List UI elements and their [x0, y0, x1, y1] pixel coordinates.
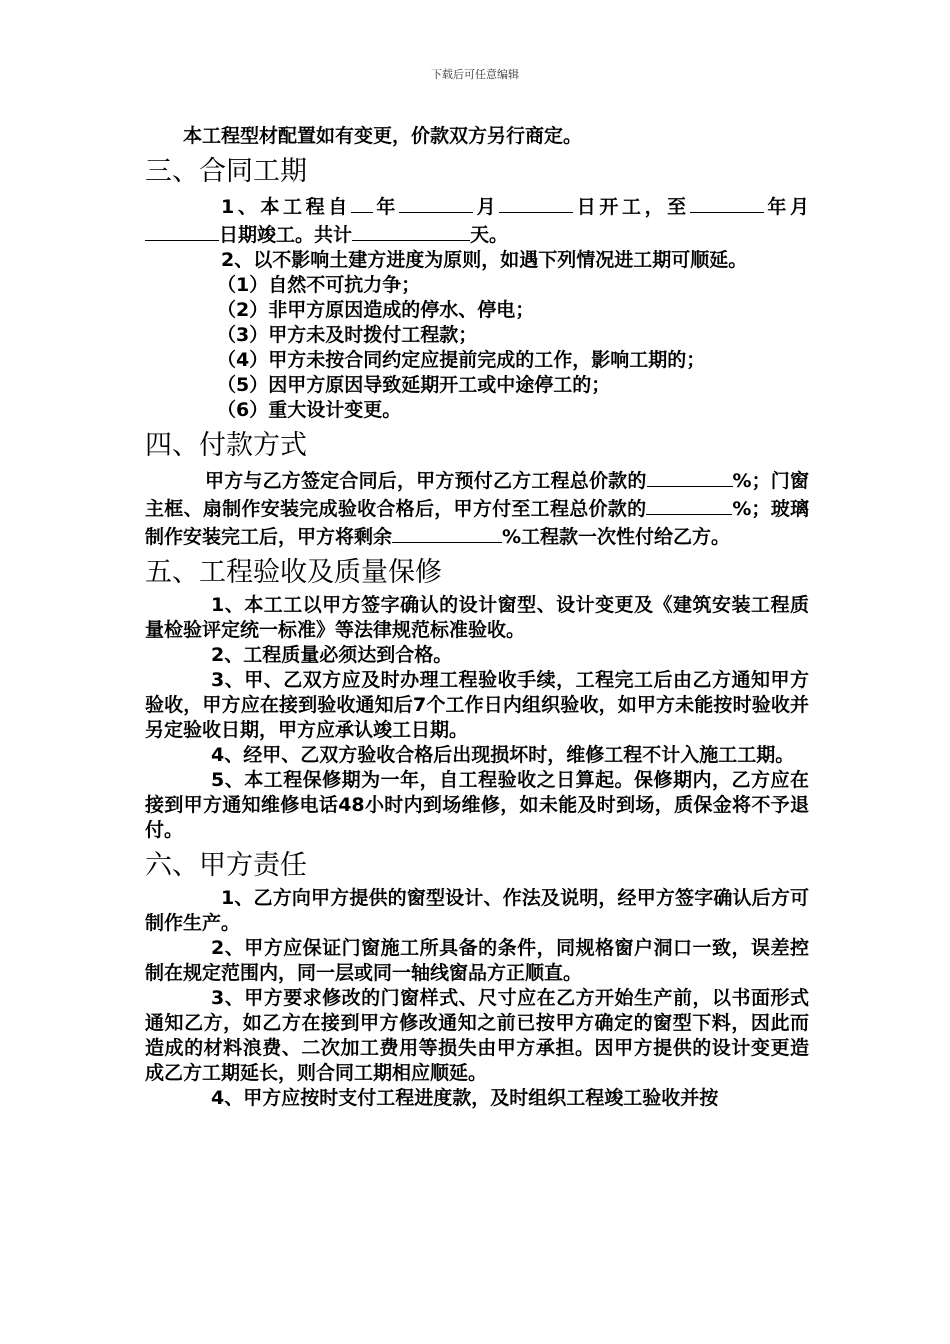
blank-remaining-percent: [392, 522, 502, 543]
s3-item-1: （1）自然不可抗力争；: [217, 274, 421, 296]
s5-paragraph-5: 5、本工程保修期为一年，自工程验收之日算起。保修期内，乙方应在接到甲方通知维修电话48小时内到场维修，如未能及时到场，质保金将不予退付。: [145, 769, 809, 841]
s5-paragraph-4: 4、经甲、乙双方验收合格后出现损坏时，维修工程不计入施工工期。: [211, 744, 795, 766]
s6-paragraph-4: 4、甲方应按时支付工程进度款，及时组织工程竣工验收并按: [211, 1087, 719, 1109]
blank-month-2: [145, 220, 219, 241]
s3-item-6: （6）重大设计变更。: [217, 399, 402, 421]
s3-item-4: （4）甲方未按合同约定应提前完成的工作，影响工期的；: [217, 349, 706, 371]
s4-text-c: %；玻璃制作安装完工后，甲方将剩余: [145, 498, 809, 548]
s3-p1-text-g: 日期竣工。共计: [219, 224, 353, 246]
intro-paragraph: 本工程型材配置如有变更，价款双方另行商定。: [183, 125, 583, 147]
page-header: 下载后可任意编辑: [431, 68, 519, 81]
blank-frame-percent: [646, 494, 732, 515]
s3-p1-text-b: 年: [372, 196, 399, 218]
section-6-title: 六、甲方责任: [145, 850, 307, 881]
s3-p1-text-d: 日开工，至: [573, 196, 690, 218]
s6-paragraph-3: 3、甲方要求修改的门窗样式、尺寸应在乙方开始生产前，以书面形式通知乙方，如乙方在接到甲方修改通知之前已按甲方确定的窗型下料，因此而造成的材料浪费、二次加工费用等损失由甲方承担。因甲方提供的设计变更造成乙方工期延长，则合同工期相应顺延。: [145, 987, 809, 1084]
s3-p1-text-h: 天。: [470, 224, 509, 246]
s3-p1-text-e: 年: [763, 196, 790, 218]
s4-text-a: 甲方与乙方签定合同后，甲方预付乙方工程总价款的: [205, 470, 647, 492]
section-4-title: 四、付款方式: [145, 430, 307, 461]
section-3-title: 三、合同工期: [145, 156, 307, 187]
s3-p1-text-f: 月: [789, 196, 809, 218]
blank-prepay-percent: [647, 466, 733, 487]
document-body: [145, 124, 809, 1111]
s3-item-3: （3）甲方未及时拨付工程款；: [217, 324, 478, 346]
s5-paragraph-1: 1、本工工以甲方签字确认的设计窗型、设计变更及《建筑安装工程质量检验评定统一标准》等法律规范标准验收。: [145, 594, 809, 641]
s4-text-b: %；门窗主框、扇制作安装完成验收合格后，甲方付至工程总价款的: [145, 470, 809, 520]
blank-month-1: [399, 192, 473, 213]
s6-paragraph-1: 1、乙方向甲方提供的窗型设计、作法及说明，经甲方签字确认后方可制作生产。: [145, 887, 809, 934]
s3-item-2: （2）非甲方原因造成的停水、停电；: [217, 299, 535, 321]
s4-text-d: %工程款一次性付给乙方。: [502, 526, 731, 548]
s5-paragraph-3: 3、甲、乙双方应及时办理工程验收手续，工程完工后由乙方通知甲方验收，甲方应在接到验收通知后7个工作日内组织验收，如甲方未能按时验收并另定验收日期，甲方应承认竣工日期。: [145, 669, 809, 741]
s3-p1-text-c: 月: [473, 196, 500, 218]
blank-day-1: [499, 192, 573, 213]
s6-paragraph-2: 2、甲方应保证门窗施工所具备的条件，同规格窗户洞口一致，误差控制在规定范围内，同一层或同一轴线窗品方正顺直。: [145, 937, 809, 984]
s3-paragraph-1: [145, 192, 809, 248]
s5-paragraph-2: 2、工程质量必须达到合格。: [211, 644, 453, 666]
s3-item-5: （5）因甲方原因导致延期开工或中途停工的；: [217, 374, 611, 396]
s4-paragraph: [145, 466, 809, 550]
section-5-title: 五、工程验收及质量保修: [145, 557, 442, 588]
s3-paragraph-2: 2、以不影响土建方进度为原则，如遇下列情况进工期可顺延。: [221, 249, 748, 271]
s3-p1-text-a: 1、本工程自: [221, 196, 351, 218]
blank-year-2: [690, 192, 764, 213]
blank-year-1: [351, 192, 373, 213]
blank-days-total: [352, 220, 470, 241]
